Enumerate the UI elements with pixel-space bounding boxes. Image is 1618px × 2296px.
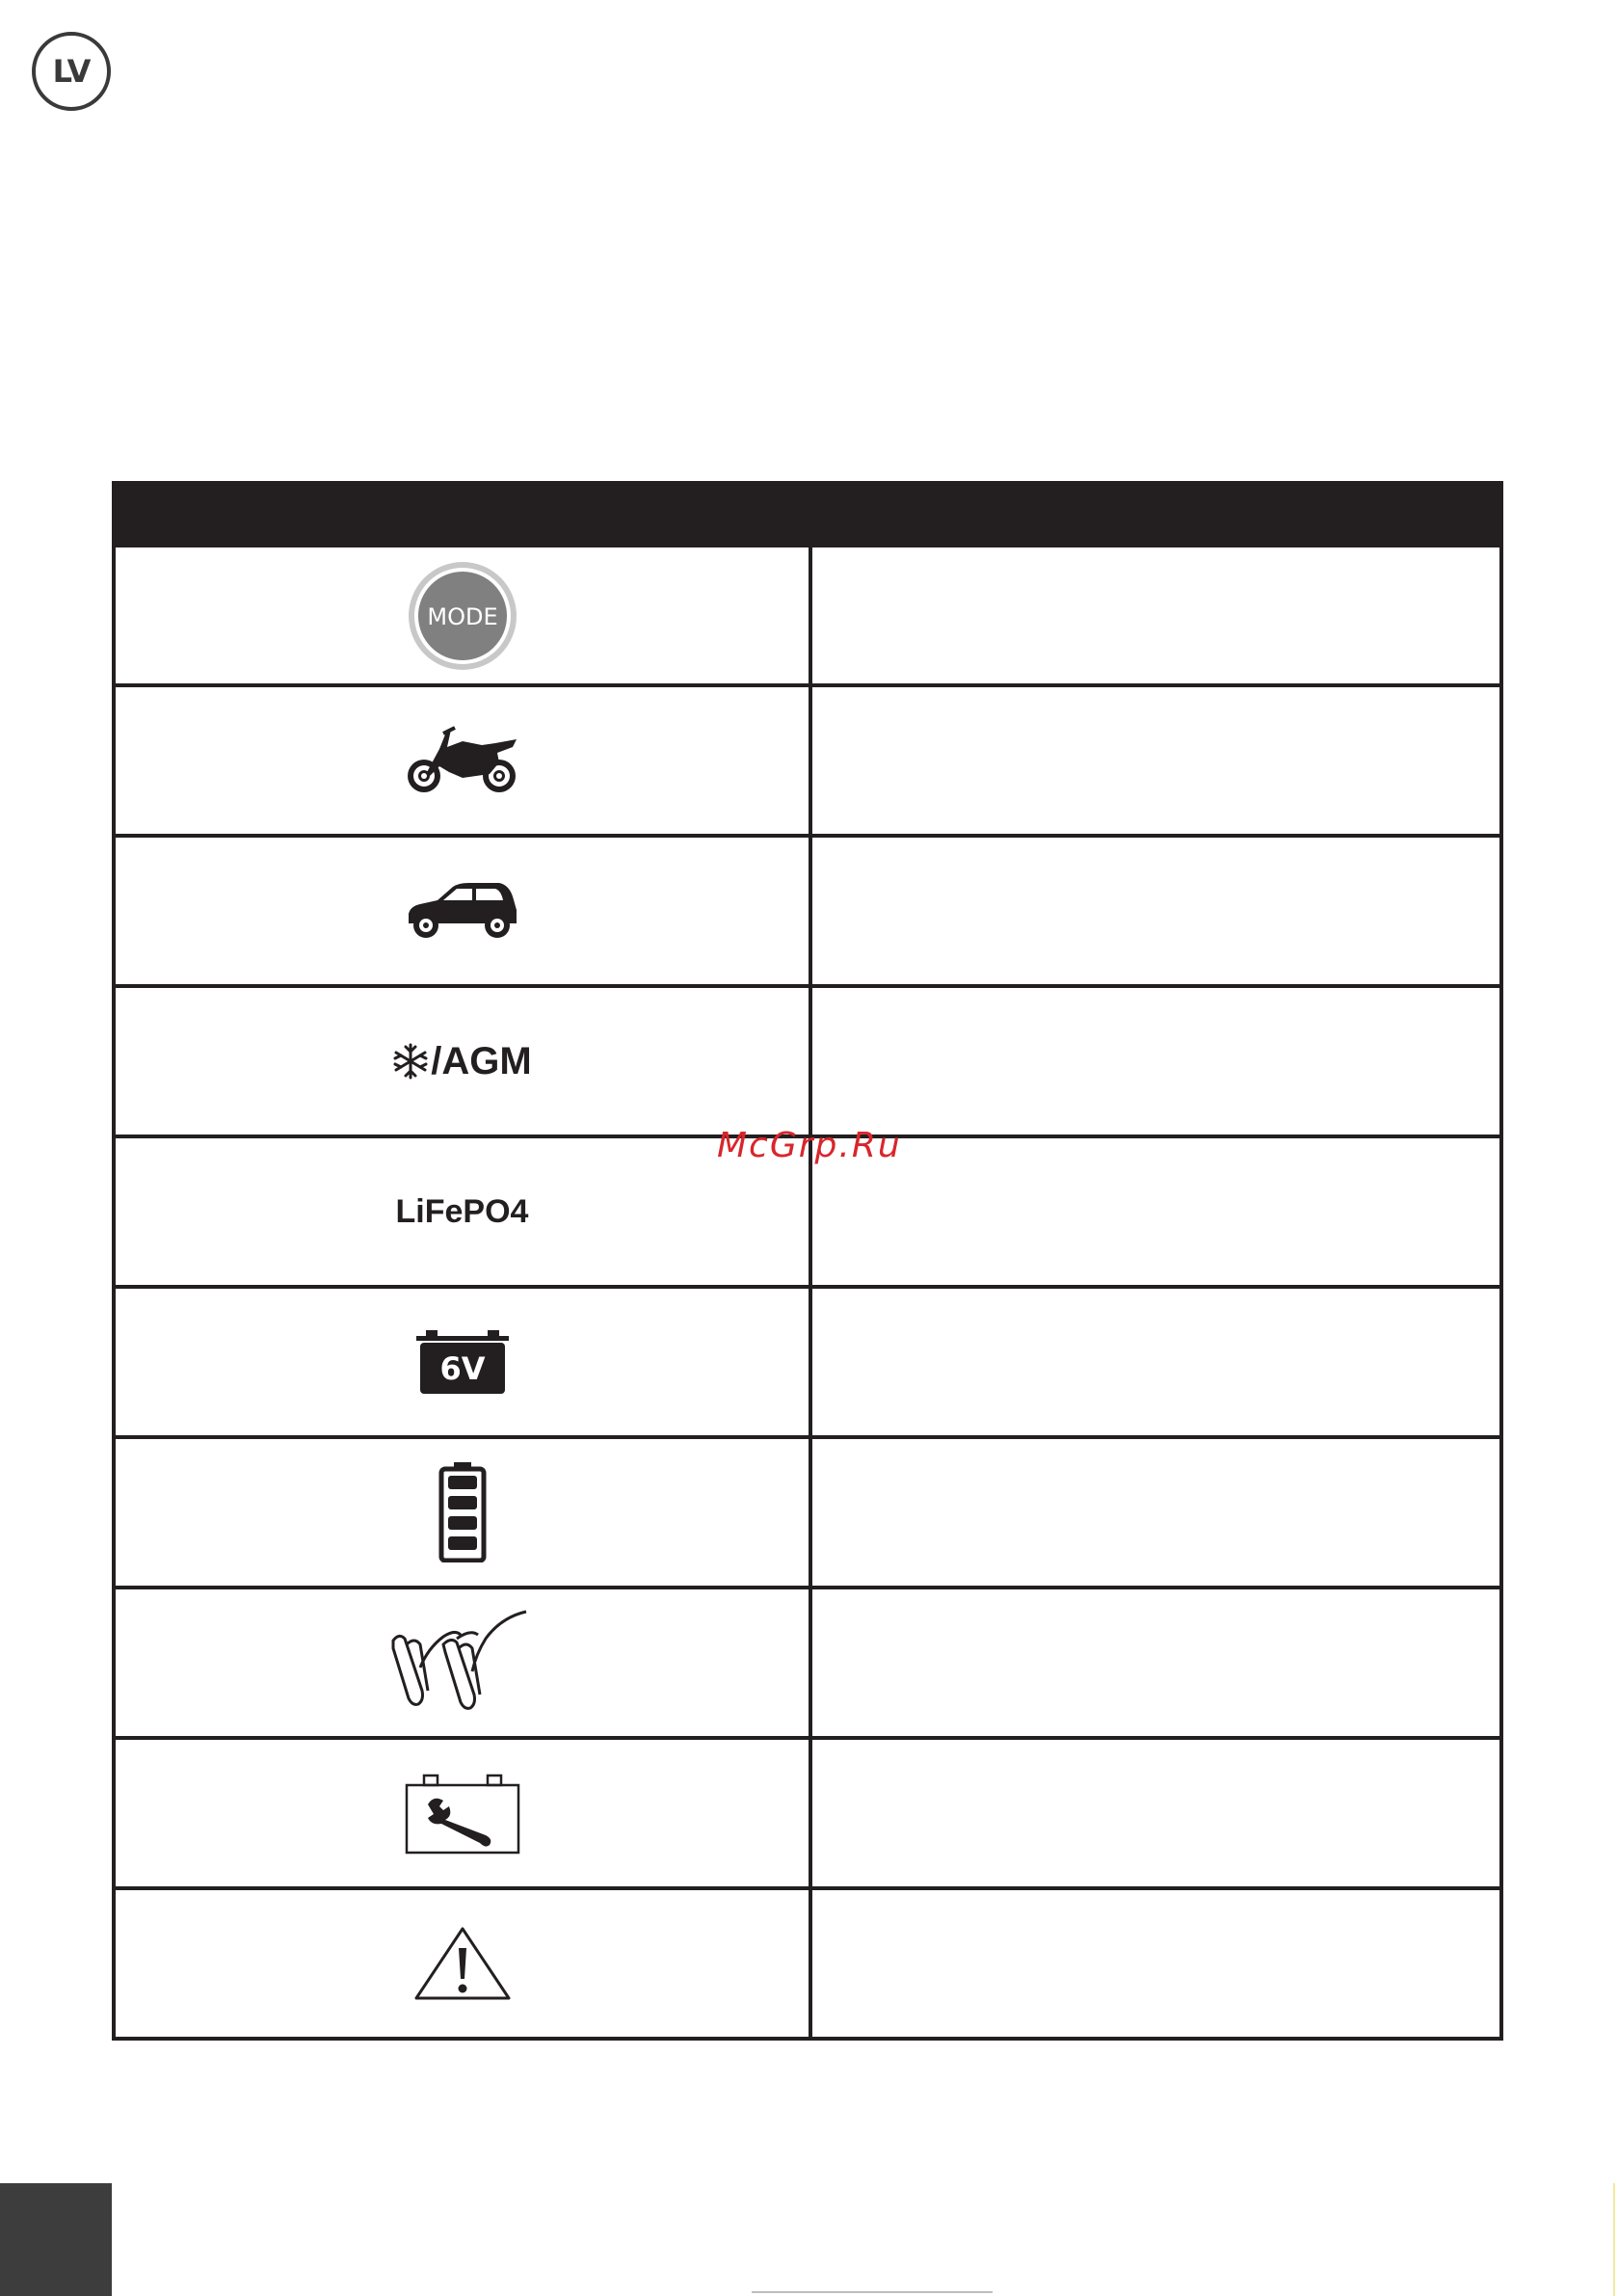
table-row [116, 547, 1499, 683]
lifepo4-label: LiFePO4 [395, 1192, 529, 1230]
battery-level-icon [438, 1462, 487, 1562]
symbol-cell [116, 1589, 812, 1736]
description-cell [812, 547, 1499, 683]
battery-6v-icon [416, 1330, 509, 1394]
symbol-cell [116, 1740, 812, 1886]
symbol-table [112, 481, 1503, 2041]
language-badge: LV [32, 32, 111, 111]
symbol-cell [116, 1289, 812, 1435]
warning-icon [412, 1925, 513, 2002]
description-cell [812, 1740, 1499, 1886]
table-row [116, 1435, 1499, 1586]
table-row [116, 1586, 1499, 1736]
motorcycle-icon [405, 724, 520, 797]
page-corner-tab [0, 2183, 112, 2296]
symbol-cell [116, 687, 812, 834]
table-row [116, 984, 1499, 1135]
battery-repair-icon [405, 1772, 520, 1855]
description-cell [812, 1138, 1499, 1285]
description-cell [812, 687, 1499, 834]
mode-button-icon [407, 560, 518, 672]
symbol-cell [116, 547, 812, 683]
table-header [112, 481, 1503, 547]
symbol-cell [116, 1439, 812, 1586]
agm-symbol [392, 1040, 531, 1083]
snowflake-icon [392, 1043, 429, 1080]
edge-marker [1613, 2183, 1615, 2296]
description-cell [812, 988, 1499, 1135]
description-cell [812, 1289, 1499, 1435]
table-row [116, 1886, 1499, 2037]
symbol-cell [116, 988, 812, 1135]
watermark: McGrp.Ru [717, 1126, 902, 1165]
table-body [112, 547, 1503, 2041]
description-cell [812, 1439, 1499, 1586]
description-cell [812, 838, 1499, 984]
table-row [116, 1285, 1499, 1435]
table-row [116, 683, 1499, 834]
table-row [116, 1736, 1499, 1886]
agm-label: /AGM [431, 1039, 532, 1082]
clamps-icon [385, 1610, 540, 1716]
battery-voltage-label: 6V [438, 1350, 486, 1387]
description-cell [812, 1589, 1499, 1736]
description-cell [812, 1890, 1499, 2037]
symbol-cell [116, 838, 812, 984]
footer-line [752, 2291, 993, 2293]
mode-label: MODE [426, 602, 498, 630]
symbol-cell [116, 1890, 812, 2037]
symbol-cell [116, 1138, 812, 1285]
table-row [116, 834, 1499, 984]
car-icon [405, 881, 520, 941]
